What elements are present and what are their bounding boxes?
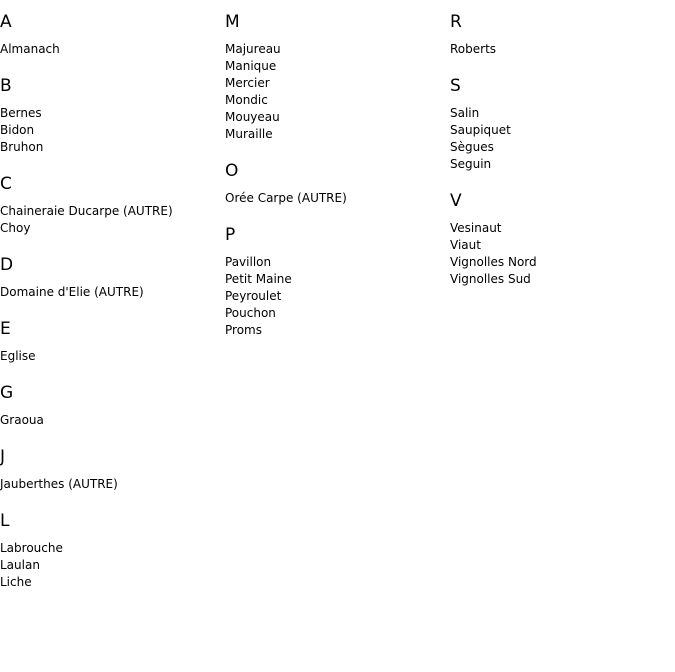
list-item[interactable]: Orée Carpe (AUTRE) (225, 191, 347, 205)
list-item[interactable]: Roberts (450, 42, 497, 56)
list-item[interactable]: Vignolles Nord (450, 255, 537, 269)
letter-group-l (0, 510, 225, 591)
list-item[interactable]: Viaut (450, 238, 481, 252)
letter-heading: M (225, 12, 240, 32)
list-item[interactable]: Petit Maine (225, 272, 292, 286)
list-item[interactable]: Salin (450, 106, 480, 120)
list-item[interactable]: Eglise (0, 349, 36, 363)
list-item[interactable]: Graoua (0, 413, 44, 427)
letter-group-c (0, 173, 225, 237)
letter-heading: V (450, 191, 462, 211)
letter-heading: O (225, 161, 239, 181)
letter-heading: P (225, 225, 236, 245)
index-column-1 (0, 11, 225, 608)
list-item[interactable]: Jauberthes (AUTRE) (0, 477, 118, 491)
list-item[interactable]: Almanach (0, 42, 60, 56)
item-list (0, 412, 225, 429)
letter-heading: E (0, 319, 11, 339)
letter-group-a (0, 11, 225, 58)
letter-group-s (450, 75, 675, 173)
list-item[interactable]: Liche (0, 575, 32, 589)
letter-group-j (0, 446, 225, 493)
list-item[interactable]: Peyroulet (225, 289, 282, 303)
list-item[interactable]: Mouyeau (225, 110, 280, 124)
list-item[interactable]: Vignolles Sud (450, 272, 531, 286)
item-list (225, 254, 450, 339)
list-item[interactable]: Saupiquet (450, 123, 511, 137)
item-list (450, 220, 675, 288)
item-list (0, 41, 225, 58)
letter-heading: G (0, 383, 14, 403)
item-list (0, 540, 225, 591)
item-list (0, 348, 225, 365)
list-item[interactable]: Vesinaut (450, 221, 502, 235)
list-item[interactable]: Manique (225, 59, 277, 73)
list-item[interactable]: Bruhon (0, 140, 44, 154)
letter-group-m (225, 11, 450, 143)
list-item[interactable]: Bidon (0, 123, 35, 137)
list-item[interactable]: Domaine d'Elie (AUTRE) (0, 285, 144, 299)
letter-heading: A (0, 12, 12, 32)
item-list (0, 203, 225, 237)
letter-heading: L (0, 511, 10, 531)
item-list (0, 476, 225, 493)
list-item[interactable]: Mondic (225, 93, 268, 107)
index-column-3 (450, 11, 675, 305)
list-item[interactable]: Majureau (225, 42, 281, 56)
item-list (450, 105, 675, 173)
item-list (0, 105, 225, 156)
letter-group-o (225, 160, 450, 207)
letter-heading: S (450, 76, 461, 96)
letter-group-v (450, 190, 675, 288)
item-list (225, 190, 450, 207)
list-item[interactable]: Pouchon (225, 306, 276, 320)
item-list (0, 284, 225, 301)
letter-heading: C (0, 174, 12, 194)
item-list (450, 41, 675, 58)
letter-heading: B (0, 76, 12, 96)
list-item[interactable]: Sègues (450, 140, 494, 154)
letter-group-p (225, 224, 450, 339)
list-item[interactable]: Muraille (225, 127, 273, 141)
list-item[interactable]: Mercier (225, 76, 270, 90)
letter-heading: R (450, 12, 462, 32)
letter-group-r (450, 11, 675, 58)
index-column-2 (225, 11, 450, 356)
item-list (225, 41, 450, 143)
letter-group-g (0, 382, 225, 429)
list-item[interactable]: Pavillon (225, 255, 272, 269)
letter-group-e (0, 318, 225, 365)
list-item[interactable]: Seguin (450, 157, 492, 171)
list-item[interactable]: Choy (0, 221, 31, 235)
list-item[interactable]: Chaineraie Ducarpe (AUTRE) (0, 204, 173, 218)
letter-group-d (0, 254, 225, 301)
list-item[interactable]: Bernes (0, 106, 42, 120)
letter-heading: D (0, 255, 14, 275)
letter-heading: J (0, 447, 6, 467)
list-item[interactable]: Labrouche (0, 541, 63, 555)
list-item[interactable]: Proms (225, 323, 262, 337)
list-item[interactable]: Laulan (0, 558, 40, 572)
letter-group-b (0, 75, 225, 156)
